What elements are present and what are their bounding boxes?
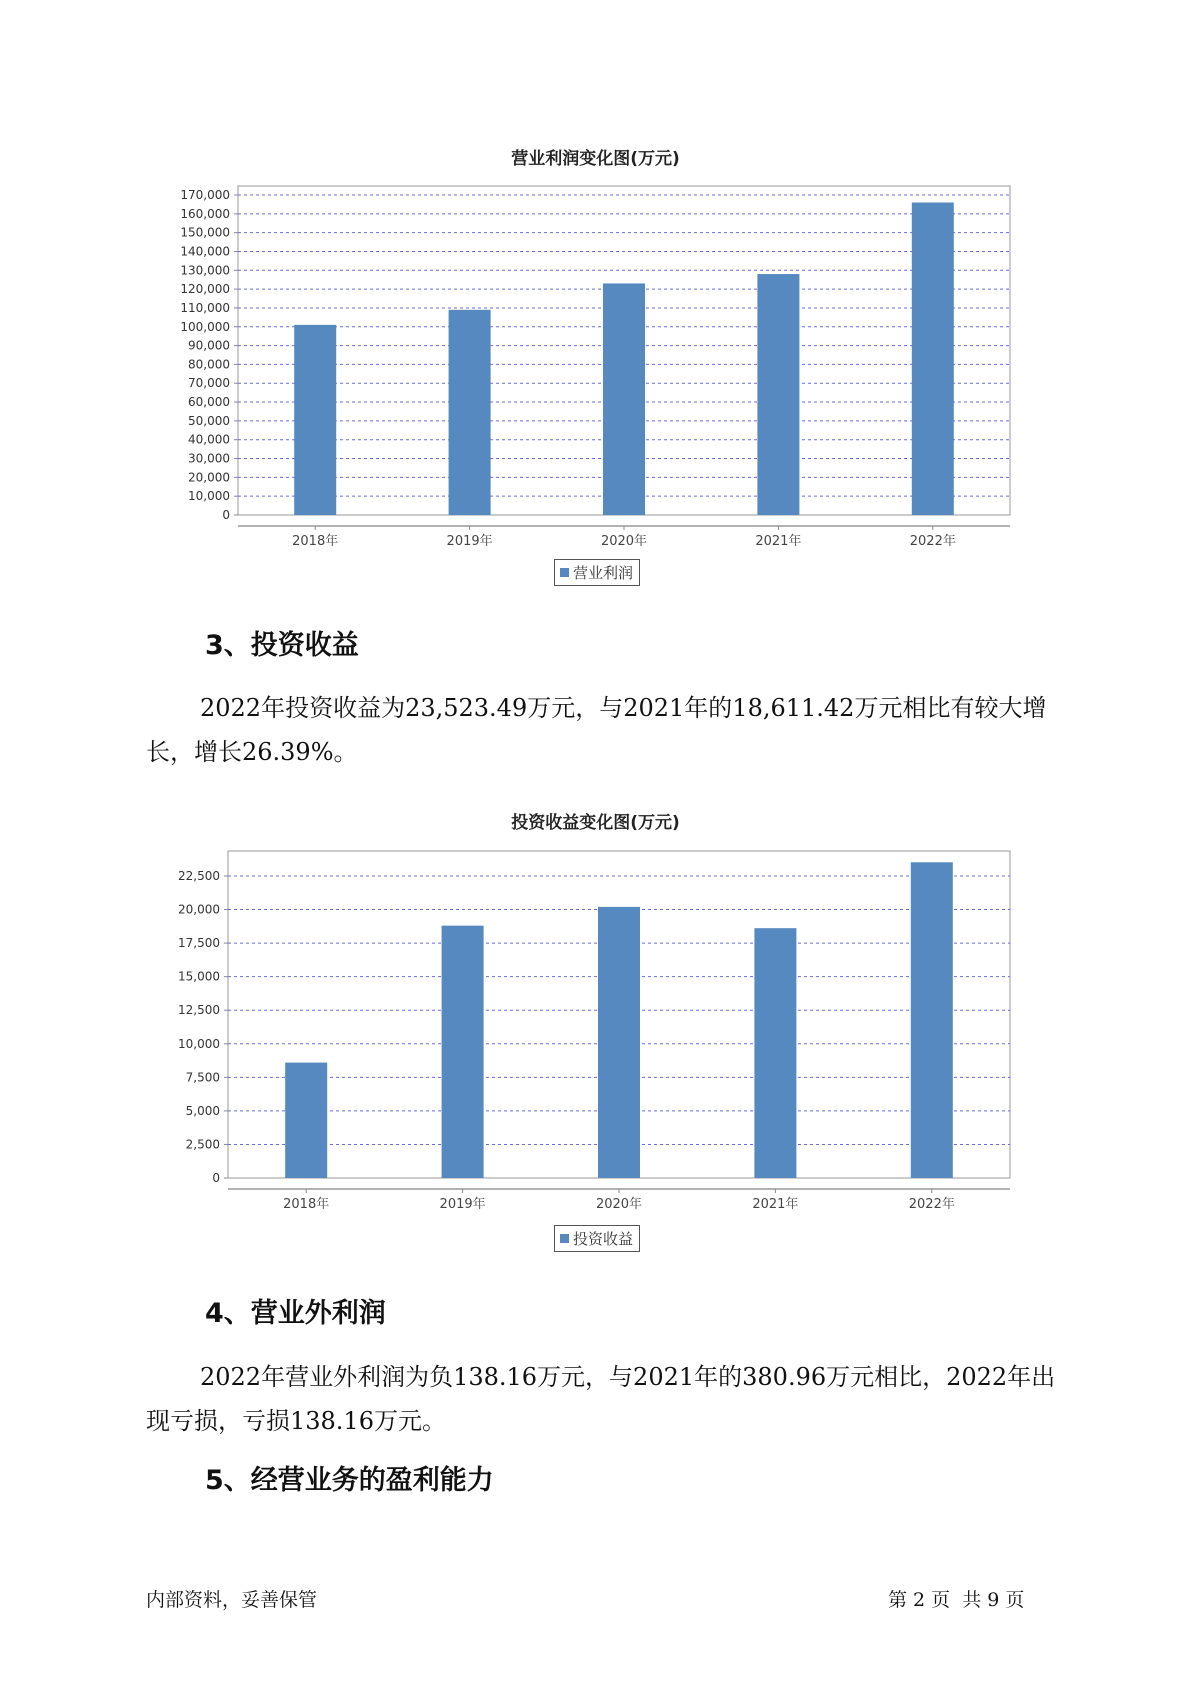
y-tick-label: 120,000 bbox=[180, 282, 230, 297]
x-tick-label: 2022年 bbox=[909, 534, 956, 549]
x-tick-label: 2022年 bbox=[908, 1197, 955, 1212]
x-tick-label: 2020年 bbox=[600, 534, 648, 549]
y-tick-label: 5,000 bbox=[185, 1103, 220, 1118]
chart1-legend-label: 营业利润 bbox=[573, 564, 634, 582]
bar-2018年 bbox=[285, 1063, 327, 1178]
legend-swatch-icon bbox=[560, 1234, 569, 1243]
section-4-heading: 4、营业外利润 bbox=[205, 1298, 386, 1329]
footer-page-number: 第 2 页 共 9 页 bbox=[888, 1589, 1025, 1611]
section-5-heading: 5、经营业务的盈利能力 bbox=[205, 1465, 494, 1496]
y-tick-label: 40,000 bbox=[188, 432, 230, 447]
bar-2022年 bbox=[911, 862, 953, 1178]
y-tick-label: 0 bbox=[222, 508, 230, 522]
y-tick-label: 17,500 bbox=[178, 936, 220, 951]
y-tick-label: 140,000 bbox=[180, 244, 230, 259]
y-tick-label: 0 bbox=[212, 1171, 220, 1185]
chart2-legend-label: 投资收益 bbox=[573, 1230, 634, 1248]
y-tick-label: 20,000 bbox=[188, 470, 230, 485]
x-tick-label: 2018年 bbox=[283, 1197, 330, 1212]
x-tick-label: 2020年 bbox=[595, 1197, 643, 1212]
x-tick-label: 2018年 bbox=[292, 534, 339, 549]
y-tick-label: 70,000 bbox=[188, 376, 230, 391]
x-tick-label: 2019年 bbox=[439, 1197, 486, 1212]
chart2-legend bbox=[554, 1225, 640, 1252]
y-tick-label: 30,000 bbox=[188, 451, 230, 466]
y-tick-label: 60,000 bbox=[188, 395, 230, 410]
y-tick-label: 50,000 bbox=[188, 413, 230, 428]
y-tick-label: 80,000 bbox=[188, 357, 230, 372]
x-tick-label: 2021年 bbox=[752, 1197, 799, 1212]
y-tick-label: 130,000 bbox=[180, 263, 230, 278]
section-4-paragraph: 2022年营业外利润为负138.16万元，与2021年的380.96万元相比，2022年出现亏损，亏损138.16万元。 bbox=[146, 1363, 1056, 1435]
chart2-title: 投资收益变化图(万元) bbox=[511, 813, 680, 833]
y-tick-label: 90,000 bbox=[188, 338, 230, 353]
x-tick-label: 2021年 bbox=[755, 534, 802, 549]
y-tick-label: 100,000 bbox=[180, 319, 230, 334]
y-tick-label: 10,000 bbox=[188, 489, 230, 504]
x-tick-label: 2019年 bbox=[446, 534, 493, 549]
y-tick-label: 160,000 bbox=[180, 206, 230, 221]
y-tick-label: 12,500 bbox=[178, 1003, 220, 1018]
y-tick-label: 150,000 bbox=[180, 225, 230, 240]
y-tick-label: 2,500 bbox=[185, 1137, 220, 1152]
footer-confidential-note: 内部资料，妥善保管 bbox=[146, 1589, 318, 1611]
chart1-title: 营业利润变化图(万元) bbox=[511, 149, 680, 169]
y-tick-label: 10,000 bbox=[178, 1036, 220, 1051]
bar-2019年 bbox=[442, 926, 484, 1178]
y-tick-label: 110,000 bbox=[180, 300, 230, 315]
y-tick-label: 22,500 bbox=[178, 869, 220, 883]
y-tick-label: 170,000 bbox=[180, 188, 230, 202]
y-tick-label: 15,000 bbox=[178, 969, 220, 984]
bar-2021年 bbox=[754, 928, 796, 1178]
section-3-heading: 3、投资收益 bbox=[205, 630, 359, 661]
bar-2020年 bbox=[598, 907, 640, 1178]
y-tick-label: 20,000 bbox=[178, 902, 220, 917]
section-3-paragraph: 2022年投资收益为23,523.49万元，与2021年的18,611.42万元相比有较大增长，增长26.39%。 bbox=[146, 694, 1047, 766]
y-tick-label: 7,500 bbox=[185, 1070, 220, 1085]
